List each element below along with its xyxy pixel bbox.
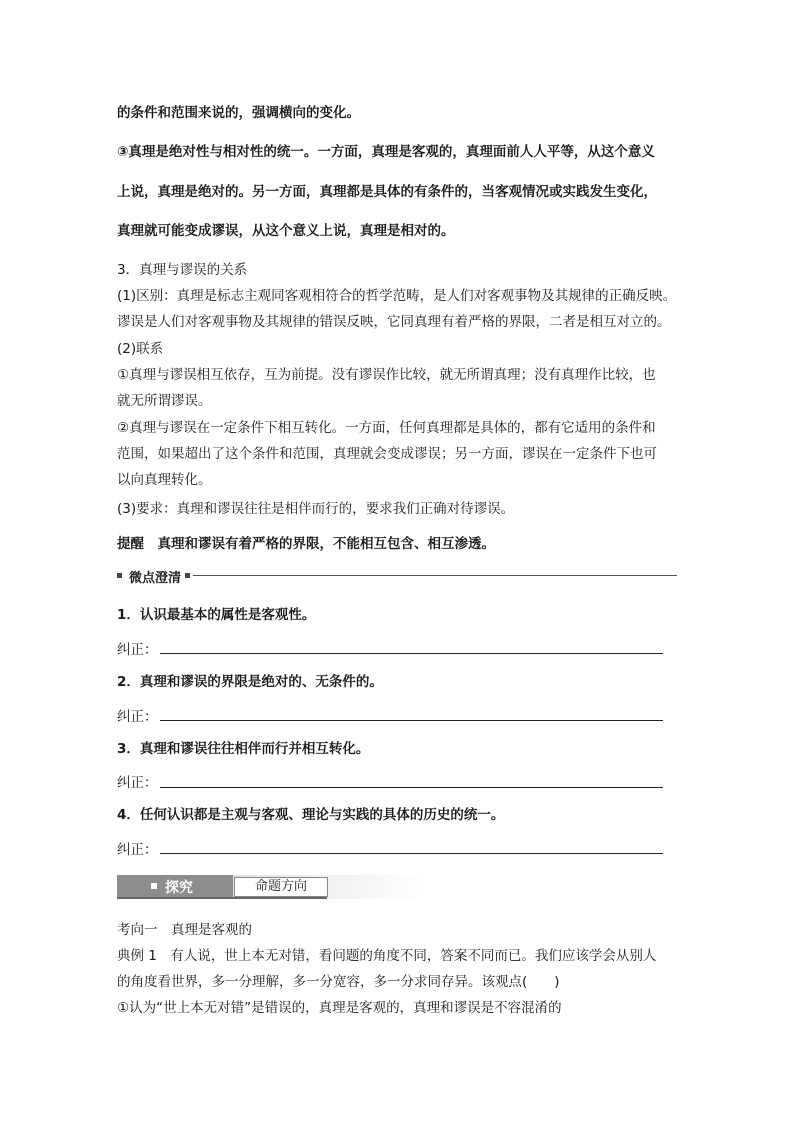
section-divider — [117, 568, 677, 584]
paragraph-line: (3)要求：真理和谬误往往是相伴而行的，要求我们正确对待谬误。 — [117, 501, 515, 517]
square-bullet-icon — [151, 883, 157, 889]
answer-blank[interactable] — [160, 787, 663, 788]
paragraph-line: 范围，如果超出了这个条件和范围，真理就会变成谬误；另一方面，谬误在一定条件下也可 — [117, 446, 657, 462]
correction-label: 纠正： — [117, 709, 158, 725]
paragraph-line: ①真理与谬误相互依存，互为前提。没有谬误作比较，就无所谓真理；没有真理作比较，也 — [117, 367, 656, 383]
item-question: 4．任何认识都是主观与客观、理论与实践的具体的历史的统一。 — [117, 807, 505, 823]
paragraph-line: 以向真理转化。 — [117, 472, 212, 488]
item-question: 3．真理和谬误往往相伴而行并相互转化。 — [117, 741, 370, 757]
banner-underline — [117, 897, 327, 899]
correction-label: 纠正： — [117, 775, 158, 791]
answer-blank[interactable] — [160, 720, 663, 721]
banner-tab-direction: 命题方向 — [234, 877, 328, 897]
paragraph-line: 谬误是人们对客观事物及其规律的错误反映，它同真理有着严格的界限，二者是相互对立的。 — [117, 314, 671, 330]
item-question: 1．认识最基本的属性是客观性。 — [117, 607, 316, 623]
banner-tab-label: 探究 — [165, 880, 193, 896]
paragraph-line: ②真理与谬误在一定条件下相互转化。一方面，任何真理都是具体的，都有它适用的条件和 — [117, 420, 656, 436]
example-line: ①认为“世上本无对错”是错误的，真理是客观的，真理和谬误是不容混淆的 — [117, 1000, 562, 1016]
section-banner — [117, 875, 430, 899]
text-line: 的条件和范围来说的，强调横向的变化。 — [117, 105, 360, 121]
tip-line: 提醒 真理和谬误有着严格的界限，不能相互包含、相互渗透。 — [117, 536, 495, 552]
section-heading: 3．真理与谬误的关系 — [117, 262, 248, 278]
paragraph-line: 就无所谓谬误。 — [117, 393, 212, 409]
square-bullet-icon — [185, 573, 190, 578]
divider-label: 微点澄清 — [129, 571, 182, 586]
paragraph-line: (2)联系 — [117, 341, 164, 357]
paragraph-line: (1)区别：真理是标志主观同客观相符合的哲学范畴，是人们对客观事物及其规律的正确反映。 — [117, 288, 677, 304]
text-line: 上说，真理是绝对的。另一方面，真理都是具体的有条件的，当客观情况或实践发生变化， — [117, 184, 657, 200]
text-line: 真理就可能变成谬误，从这个意义上说，真理是相对的。 — [117, 223, 455, 239]
text-line: ③真理是绝对性与相对性的统一。一方面，真理是客观的，真理面前人人平等，从这个意义 — [117, 144, 655, 160]
item-question: 2．真理和谬误的界限是绝对的、无条件的。 — [117, 674, 383, 690]
direction-heading: 考向一 真理是客观的 — [117, 922, 252, 938]
example-line: 的角度看世界，多一分理解，多一分宽容，多一分求同存异。该观点( ) — [117, 974, 560, 990]
answer-blank[interactable] — [160, 653, 663, 654]
divider-rule — [193, 575, 677, 576]
correction-label: 纠正： — [117, 642, 158, 658]
banner-tab-explore — [117, 875, 233, 897]
correction-label: 纠正： — [117, 842, 158, 858]
answer-blank[interactable] — [160, 853, 663, 854]
example-line: 典例 1 有人说，世上本无对错，看问题的角度不同，答案不同而已。我们应该学会从别人 — [117, 948, 657, 964]
square-bullet-icon — [117, 573, 122, 578]
